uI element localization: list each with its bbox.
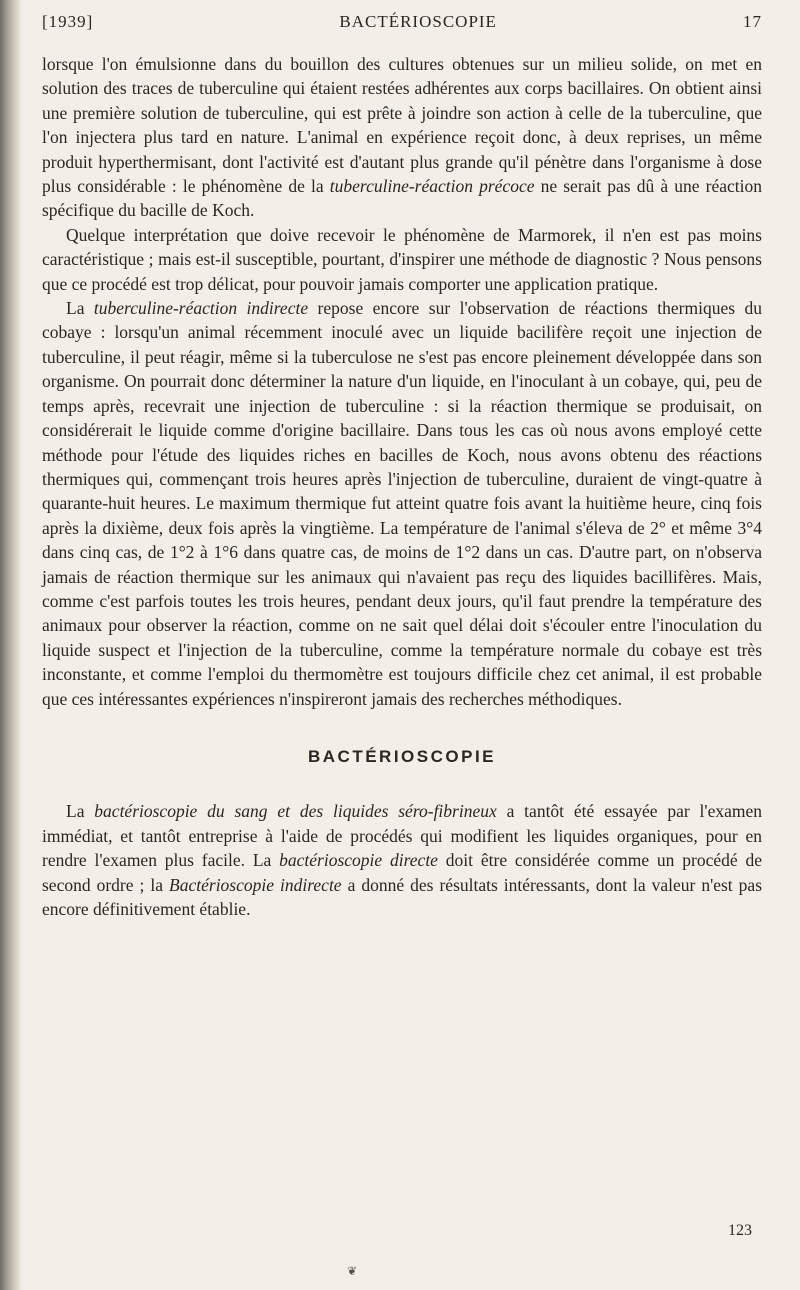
body-text <box>42 52 762 921</box>
header-page-number: 17 <box>743 12 762 31</box>
italic-term: tuberculine-réaction précoce <box>329 176 535 197</box>
running-header <box>42 12 762 46</box>
text-segment: La <box>66 801 95 822</box>
italic-term: bactérioscopie du sang et des liquides séro-fibrineux <box>94 801 497 822</box>
text-segment: lorsque l'on émulsionne dans du bouillon des cultures obtenues sur un milieu solide, on met en solution des traces de tuberculine qui étaient restées adhérentes aux corps bacillaires. On obtient ainsi une première solution de tuberculine, qui est prête à joindre son action à celle de la tuberculine, que l'on injectera plus tard en nature. L'animal en expérience reçoit donc, à deux reprises, un même produit hyperthermisant, dont l'activité est d'autant plus grande qu'il pénètre dans l'organisme à dose plus considérable : le phénomène de la <box>42 54 762 197</box>
text-segment: a donné des résultats intéressants, dont la valeur n'est pas encore définitivement établie. <box>42 874 763 919</box>
italic-term: Bactérioscopie indirecte <box>169 874 342 895</box>
text-segment: Quelque interprétation que doive recevoir le phénomène de Marmorek, il n'en est pas moins caractéristique ; mais est-il susceptible, pourtant, d'inspirer une méthode de diagnostic ? Nous pensons que ce procédé est trop délicat, pour pouvoir jamais comporter une application pratique. <box>42 224 762 294</box>
italic-term: tuberculine-réaction indirecte <box>93 298 309 319</box>
paragraph-1 <box>42 52 762 223</box>
book-page <box>42 12 762 1282</box>
text-segment: La <box>66 298 94 319</box>
header-year: [1939] <box>42 12 94 31</box>
section-paragraph <box>42 799 762 921</box>
text-segment: a tantôt été essayée par l'examen immédiat, et tantôt entreprise à l'aide de procédés qui modifient les liquides organiques, pour en rendre l'examen plus facile. La <box>42 801 762 871</box>
header-title: BACTÉRIOSCOPIE <box>339 12 497 31</box>
text-segment: repose encore sur l'observation de réactions thermiques du cobaye : lorsqu'un animal récemment inoculé avec un liquide bacilifère reçoit une injection de tuberculine, il peut réagir, même si la tuberculose ne s'est pas encore pleinement développée dans son organisme. On pourrait donc déterminer la nature d'un liquide, en l'inoculant à un cobaye, qui, peu de temps après, recevrait une injection de tuberculine : si la réaction thermique se produisait, on considérerait le liquide comme d'origine bacillaire. Dans tous les cas où nous avons employé cette méthode pour l'étude des liquides riches en bacilles de Koch, nous avons obtenu des réactions thermiques qui, commençant trois heures après l'injection de tuberculine, duraient de vingt-quatre à quarante-huit heures. Le maximum thermique fut atteint quatre fois avant la huitième heure, cinq fois après la dixième, deux fois après la vingtième. La température de l'animal s'éleva de 2° et même 3°4 dans cinq cas, de 1°2 à 1°6 dans quatre cas, de moins de 1°2 dans un cas. D'autre part, on n'observa jamais de réaction thermique sur les animaux qui n'avaient pas reçu des liquides bacillifères. Mais, comme c'est parfois toutes les trois heures, pendant deux jours, qu'il faut prendre la température des animaux pour observer la réaction, comme on ne sait quel délai doit s'écouler entre l'inoculation du liquide suspect et l'injection de la tuberculine, comme la température normale du cobaye est très inconstante, et comme l'emploi du thermomètre est toujours difficile chez cet animal, il est probable que ces intéressantes expériences n'inspireront jamais des recherches méthodiques. <box>42 298 762 709</box>
printer-ornament-mark: ❦ <box>347 1264 358 1278</box>
paragraph-2 <box>42 223 762 296</box>
text-segment: doit être considérée comme un procédé de second ordre ; la <box>42 850 762 895</box>
folio-number: 123 <box>728 1222 752 1239</box>
italic-term: bactérioscopie directe <box>279 850 438 871</box>
text-segment: ne serait pas dû à une réaction spécifique du bacille de Koch. <box>42 176 762 221</box>
book-gutter-shadow <box>0 0 22 1290</box>
section-heading: BACTÉRIOSCOPIE <box>307 746 497 766</box>
paragraph-3 <box>42 296 762 711</box>
